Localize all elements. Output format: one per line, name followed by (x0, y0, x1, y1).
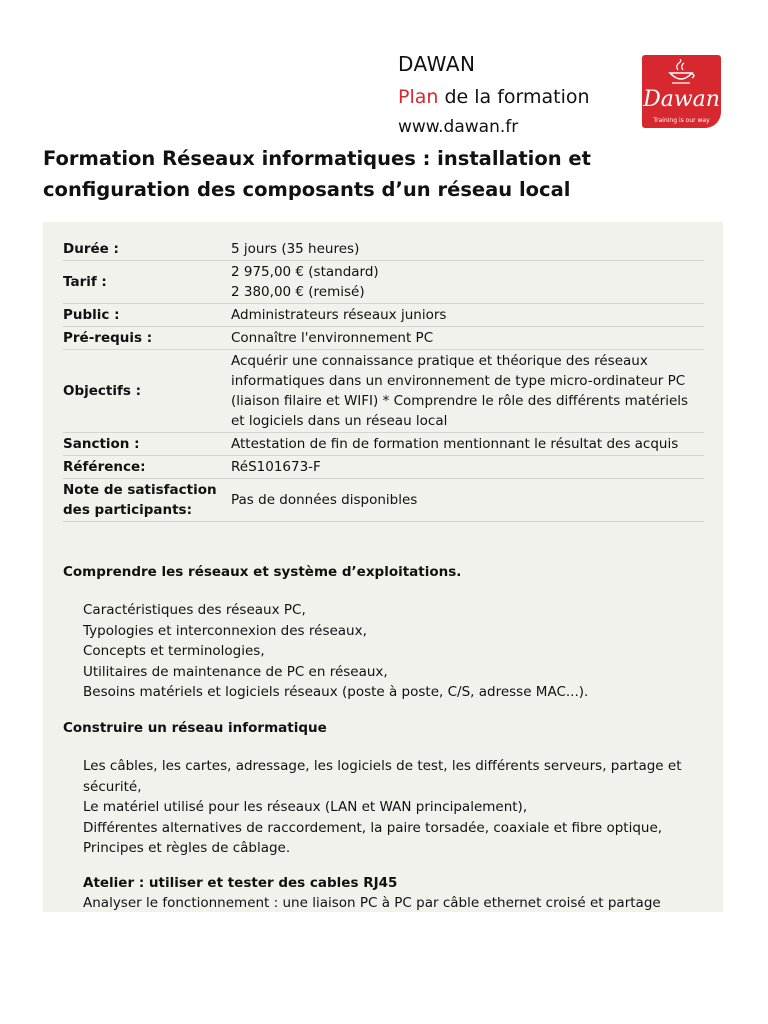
section-list (63, 600, 703, 703)
section-construire (63, 718, 703, 859)
objectifs-label: Objectifs : (63, 350, 231, 433)
duree-label: Durée : (63, 238, 231, 261)
atelier-title: Atelier : utiliser et tester des cables RJ45 (83, 875, 398, 891)
reference-label: Référence: (63, 456, 231, 479)
page-title: Formation Réseaux informatiques : installation et configuration des composants d’un réseau local (43, 147, 591, 201)
list-item: Les câbles, les cartes, adressage, les logiciels de test, les différents serveurs, partage et sécurité, (83, 758, 682, 795)
section-list (63, 756, 703, 859)
atelier-text: Analyser le fonctionnement : une liaison PC à PC par câble ethernet croisé et partage (83, 895, 661, 911)
note-value: Pas de données disponibles (231, 479, 704, 522)
public-label: Public : (63, 304, 231, 327)
atelier-block (83, 873, 703, 912)
cup-icon (666, 59, 696, 87)
table-row (63, 350, 704, 433)
brand-name: DAWAN (398, 52, 476, 76)
list-item: Principes et règles de câblage. (83, 840, 291, 856)
list-item: Utilitaires de maintenance de PC en réseaux, (83, 663, 388, 680)
sanction-label: Sanction : (63, 433, 231, 456)
header (398, 50, 590, 141)
info-table (63, 238, 704, 522)
prerequis-label: Pré-requis : (63, 327, 231, 350)
content-panel (43, 222, 723, 912)
plan-word: Plan (398, 86, 439, 108)
table-row (63, 304, 704, 327)
public-value: Administrateurs réseaux juniors (231, 304, 704, 327)
list-item: Besoins matériels et logiciels réseaux (poste à poste, C/S, adresse MAC...). (83, 684, 589, 700)
dawan-logo (642, 55, 721, 128)
tarif-value (231, 261, 704, 304)
plan-line (398, 81, 590, 113)
tarif-standard: 2 975,00 € (standard) (231, 264, 379, 280)
tarif-remise: 2 380,00 € (remisé) (231, 284, 365, 300)
tarif-label: Tarif : (63, 261, 231, 304)
table-row (63, 327, 704, 350)
duree-value: 5 jours (35 heures) (231, 238, 704, 261)
list-item: Différentes alternatives de raccordement, la paire torsadée, coaxiale et fibre optique, (83, 819, 663, 836)
table-row (63, 433, 704, 456)
prerequis-value: Connaître l'environnement PC (231, 327, 704, 350)
sanction-value: Attestation de fin de formation mentionnant le résultat des acquis (231, 433, 704, 456)
table-row (63, 238, 704, 261)
table-row (63, 456, 704, 479)
note-label: Note de satisfaction des participants: (63, 479, 231, 522)
section-title: Comprendre les réseaux et système d’exploitations. (63, 564, 462, 580)
plan-rest: de la formation (438, 86, 590, 108)
list-item: Typologies et interconnexion des réseaux, (83, 622, 367, 639)
logo-tagline: Training is our way (653, 117, 710, 124)
table-row (63, 261, 704, 304)
reference-value: RéS101673-F (231, 456, 704, 479)
table-row (63, 479, 704, 522)
list-item: Le matériel utilisé pour les réseaux (LAN et WAN principalement), (83, 799, 528, 815)
list-item: Concepts et terminologies, (83, 643, 265, 659)
section-comprendre (63, 562, 703, 703)
logo-text: Dawan (643, 87, 720, 112)
website-url: www.dawan.fr (398, 117, 519, 137)
objectifs-value: Acquérir une connaissance pratique et théorique des réseaux informatiques dans un environnement de type micro-ordinateur PC (liaison filaire et WIFI) * Comprendre le rôle des différents matériels et logiciels dans un réseau local (231, 350, 704, 433)
list-item: Caractéristiques des réseaux PC, (83, 602, 306, 618)
section-title: Construire un réseau informatique (63, 720, 327, 736)
